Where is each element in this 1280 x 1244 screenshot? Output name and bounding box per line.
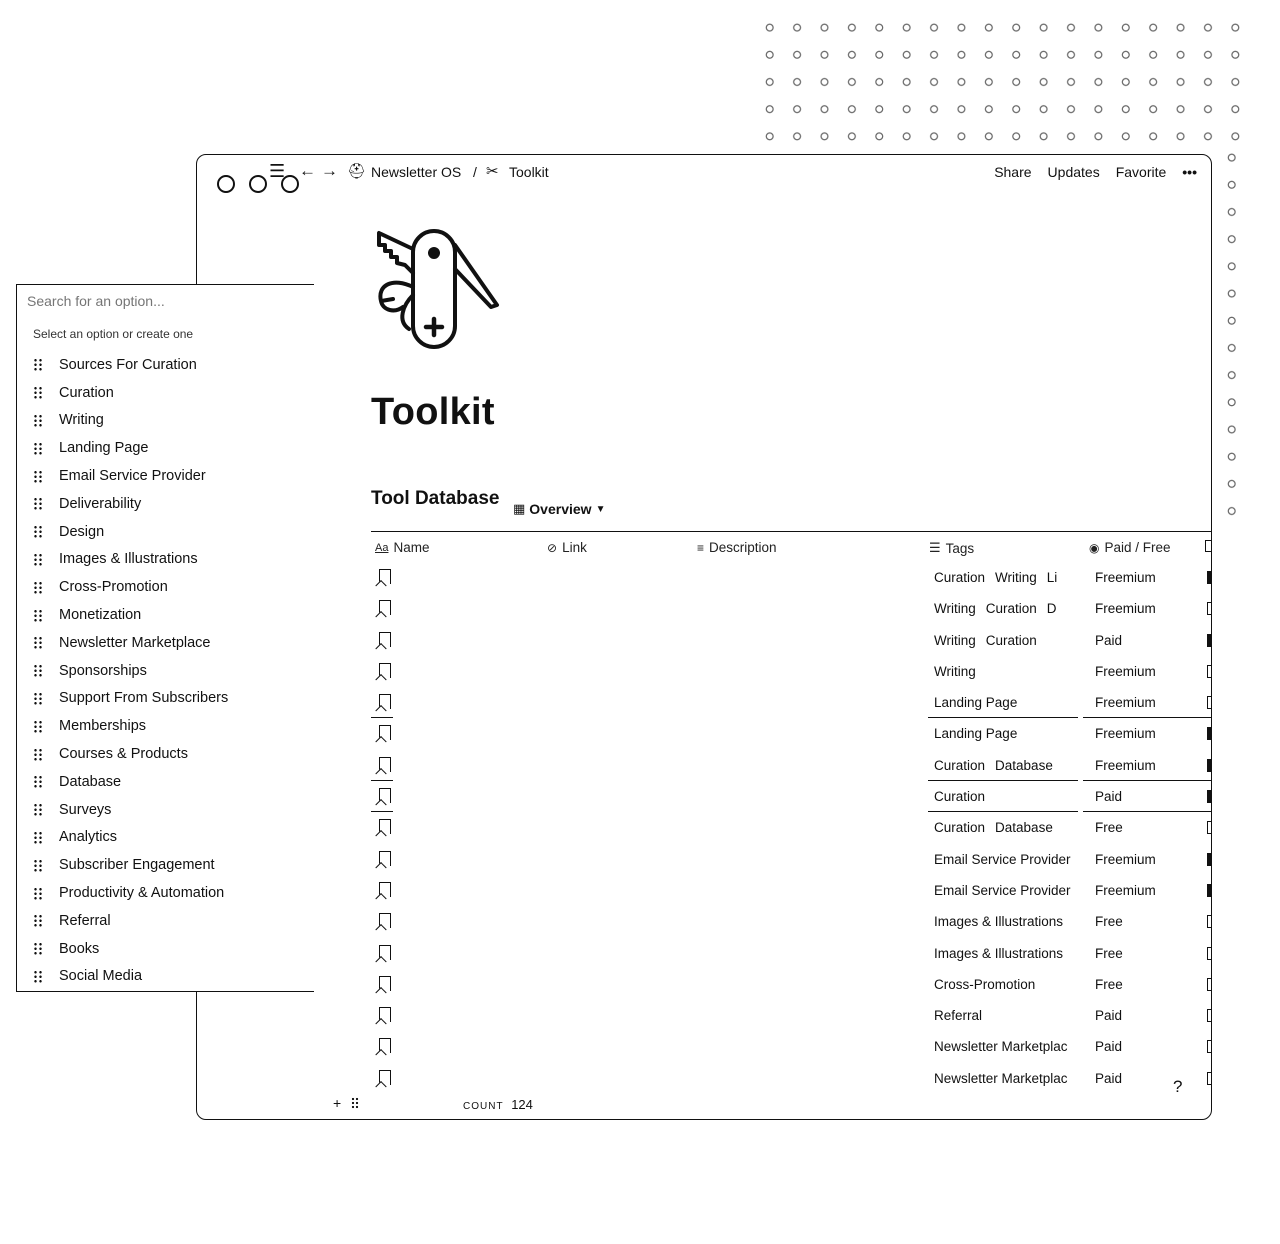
- option-item[interactable]: [17, 434, 314, 462]
- tags-cell[interactable]: [934, 820, 1082, 835]
- tag-chip: Database: [995, 820, 1053, 836]
- favorite-button[interactable]: Favorite: [1115, 164, 1167, 180]
- top-actions: [994, 164, 1197, 180]
- drag-handle-icon[interactable]: [33, 720, 43, 733]
- drag-handle-icon[interactable]: [33, 470, 43, 483]
- row-checkbox[interactable]: [1207, 978, 1212, 991]
- bookmark-icon: [379, 694, 391, 709]
- option-item[interactable]: [17, 601, 314, 629]
- table-row[interactable]: [371, 718, 1212, 749]
- table-row[interactable]: [371, 562, 1212, 593]
- database-title: Tool Database: [371, 488, 500, 509]
- bookmark-icon: [379, 851, 391, 866]
- list-icon: ☰: [929, 540, 941, 555]
- tags-cell[interactable]: [934, 1071, 1082, 1086]
- minimize-window-button[interactable]: [249, 175, 267, 193]
- row-checkbox[interactable]: [1207, 915, 1212, 928]
- table-row[interactable]: [371, 781, 1212, 812]
- drag-handle-icon[interactable]: [33, 664, 43, 677]
- more-options-icon[interactable]: •••: [1182, 164, 1197, 180]
- drag-handle-icon[interactable]: [33, 914, 43, 927]
- tag-chip: Images & Illustrations: [934, 945, 1064, 961]
- tag-chip: Email Service Provider: [934, 882, 1071, 898]
- tags-cell[interactable]: [934, 914, 1082, 929]
- drag-handle-icon[interactable]: [33, 748, 43, 761]
- option-label: Cross-Promotion: [59, 579, 168, 596]
- table-row[interactable]: [371, 1000, 1212, 1031]
- option-item[interactable]: [17, 546, 314, 574]
- bookmark-icon: [379, 976, 391, 991]
- bookmark-icon: [379, 819, 391, 834]
- tag-chip: Writing: [995, 570, 1037, 585]
- tag-chip: Curation: [934, 570, 986, 585]
- table-row[interactable]: [371, 969, 1212, 1000]
- table-header: [371, 532, 1212, 562]
- column-header-tags[interactable]: ☰ Tags: [929, 540, 975, 556]
- table-row[interactable]: [371, 812, 1212, 843]
- titlebar: [197, 155, 1211, 191]
- table-row[interactable]: [371, 750, 1212, 781]
- row-checkbox[interactable]: [1207, 821, 1212, 834]
- table-row[interactable]: [371, 938, 1212, 969]
- tag-chip: Images & Illustrations: [934, 914, 1064, 930]
- tag-chip: Curation: [934, 820, 986, 836]
- paid-free-cell[interactable]: Free: [1095, 945, 1123, 961]
- view-label: Overview: [529, 501, 592, 517]
- app-window: [196, 154, 1212, 1120]
- tag-chip: Curation: [985, 601, 1037, 617]
- bookmark-icon: [379, 788, 391, 803]
- option-label: Memberships: [59, 718, 147, 735]
- option-item[interactable]: [17, 657, 314, 685]
- table-row[interactable]: [371, 687, 1212, 718]
- drag-handle-icon[interactable]: [33, 775, 43, 788]
- option-label: Database: [59, 773, 122, 790]
- row-checkbox[interactable]: [1207, 1040, 1212, 1053]
- paid-free-cell[interactable]: Freemium: [1095, 882, 1156, 898]
- tags-cell[interactable]: [934, 601, 1082, 616]
- column-header-name[interactable]: Aa Name: [375, 540, 430, 555]
- option-item[interactable]: [17, 768, 314, 796]
- table-view-icon: ▦: [513, 501, 526, 516]
- paid-free-cell[interactable]: Free: [1095, 820, 1123, 836]
- option-search-input[interactable]: [27, 293, 297, 309]
- add-row-icon[interactable]: +: [333, 1095, 342, 1111]
- option-label: Curation: [59, 384, 114, 401]
- tag-chip: Curation: [934, 789, 986, 805]
- tags-cell[interactable]: [934, 758, 1082, 773]
- option-item[interactable]: [17, 490, 314, 518]
- tag-chip: Writing: [934, 601, 976, 617]
- paid-free-cell[interactable]: Freemium: [1095, 726, 1156, 742]
- paid-free-cell[interactable]: Paid: [1095, 1039, 1123, 1055]
- close-window-button[interactable]: [217, 175, 235, 193]
- option-item[interactable]: [17, 879, 314, 907]
- sidebar-menu-icon[interactable]: ☰: [269, 161, 286, 181]
- dropdown-hint: Select an option or create one: [33, 327, 194, 341]
- text-lines-icon: ≡: [697, 540, 705, 555]
- breadcrumb-separator: /: [473, 164, 477, 180]
- tag-chip: Referral: [934, 1008, 983, 1024]
- tags-cell[interactable]: [934, 1039, 1082, 1054]
- tag-chip: Writing: [934, 663, 976, 679]
- row-checkbox[interactable]: [1207, 696, 1212, 709]
- table-row[interactable]: [371, 906, 1212, 937]
- count-label: COUNT: [463, 1101, 504, 1112]
- paid-free-cell[interactable]: Paid: [1095, 1070, 1123, 1086]
- option-item[interactable]: [17, 573, 314, 601]
- tag-chip: Writing: [934, 632, 976, 648]
- tag-chip: Curation: [985, 632, 1037, 648]
- option-item[interactable]: [17, 462, 314, 490]
- option-list: [17, 351, 314, 990]
- bookmark-icon: [379, 882, 391, 897]
- drag-handle-icon[interactable]: [33, 942, 43, 955]
- row-checkbox[interactable]: [1207, 1072, 1212, 1085]
- bookmark-icon: [379, 1007, 391, 1022]
- row-checkbox[interactable]: [1207, 727, 1212, 740]
- option-label: Monetization: [59, 607, 142, 624]
- tag-chip: Database: [995, 757, 1053, 773]
- drag-handle-icon[interactable]: [33, 970, 43, 983]
- drag-handle-icon[interactable]: [351, 1097, 359, 1109]
- tag-chip: D: [1046, 601, 1057, 617]
- option-label: Sponsorships: [59, 662, 147, 679]
- option-item[interactable]: [17, 351, 314, 379]
- column-header-link[interactable]: ⊘ Link: [547, 540, 587, 555]
- share-button[interactable]: Share: [994, 164, 1032, 180]
- drag-handle-icon[interactable]: [33, 609, 43, 622]
- bookmark-icon: [379, 1070, 391, 1085]
- link-icon: ⊘: [547, 540, 558, 555]
- bookmark-icon: [379, 757, 391, 772]
- option-label: Writing: [59, 412, 104, 429]
- table-row[interactable]: [371, 1063, 1212, 1094]
- option-item[interactable]: [17, 518, 314, 546]
- drag-handle-icon[interactable]: [33, 442, 43, 455]
- paid-free-cell[interactable]: Freemium: [1095, 663, 1156, 679]
- option-item[interactable]: [17, 379, 314, 407]
- tags-cell[interactable]: [934, 1008, 1082, 1023]
- bookmark-icon: [379, 632, 391, 647]
- tags-cell[interactable]: [934, 852, 1082, 867]
- drag-handle-icon[interactable]: [33, 692, 43, 705]
- text-property-icon: Aa: [375, 541, 389, 554]
- table-row[interactable]: [371, 1031, 1212, 1062]
- option-label: Surveys: [59, 801, 112, 818]
- option-label: Deliverability: [59, 495, 142, 512]
- tag-chip: Landing Page: [934, 695, 1018, 711]
- paid-free-cell[interactable]: Free: [1095, 914, 1123, 930]
- table-body: [371, 562, 1212, 1094]
- option-label: Referral: [59, 912, 111, 929]
- table-row[interactable]: [371, 875, 1212, 906]
- row-checkbox[interactable]: [1207, 1009, 1212, 1022]
- drag-handle-icon[interactable]: [33, 803, 43, 816]
- checkbox-property-icon: [1205, 540, 1212, 552]
- breadcrumb-toolkit[interactable]: Toolkit: [509, 164, 549, 180]
- paid-free-cell[interactable]: Freemium: [1095, 851, 1156, 867]
- tag-chip: Email Service Provider: [934, 851, 1071, 867]
- row-checkbox[interactable]: [1207, 884, 1212, 897]
- table-row[interactable]: [371, 593, 1212, 624]
- table-row[interactable]: [371, 656, 1212, 687]
- tags-cell[interactable]: [934, 977, 1082, 992]
- option-label: Support From Subscribers: [59, 690, 229, 707]
- bookmark-icon: [379, 725, 391, 740]
- toolkit-page-icon: ✂: [486, 163, 499, 180]
- drag-handle-icon[interactable]: [33, 831, 43, 844]
- drag-handle-icon[interactable]: [33, 497, 43, 510]
- row-checkbox[interactable]: [1207, 853, 1212, 866]
- drag-handle-icon[interactable]: [33, 636, 43, 649]
- table-footer-controls: [333, 1095, 359, 1111]
- drag-handle-icon[interactable]: [33, 859, 43, 872]
- newsletter-page-icon: ⛑: [347, 163, 367, 180]
- select-circle-icon: ◉: [1089, 540, 1100, 555]
- option-label: Newsletter Marketplace: [59, 634, 211, 651]
- row-checkbox[interactable]: [1207, 665, 1212, 678]
- paid-free-cell[interactable]: Freemium: [1095, 757, 1156, 773]
- drag-handle-icon[interactable]: [33, 358, 43, 371]
- tag-chip: Curation: [934, 757, 986, 773]
- option-item[interactable]: [17, 963, 314, 991]
- paid-free-cell[interactable]: Paid: [1095, 1008, 1123, 1024]
- tags-cell[interactable]: [934, 633, 1082, 648]
- option-item[interactable]: [17, 935, 314, 963]
- count-value: 124: [511, 1097, 533, 1112]
- drag-handle-icon[interactable]: [33, 525, 43, 538]
- chevron-down-icon: ▼: [595, 503, 606, 515]
- option-item[interactable]: [17, 824, 314, 852]
- option-item[interactable]: [17, 685, 314, 713]
- paid-free-cell[interactable]: Freemium: [1095, 601, 1156, 617]
- dotted-background-pattern: [756, 14, 1246, 144]
- bookmark-icon: [379, 569, 391, 584]
- paid-free-cell[interactable]: Paid: [1095, 632, 1123, 648]
- row-checkbox[interactable]: [1207, 602, 1212, 615]
- option-label: Books: [59, 940, 100, 957]
- bookmark-icon: [379, 913, 391, 928]
- option-label: Email Service Provider: [59, 468, 206, 485]
- option-label: Sources For Curation: [59, 356, 197, 373]
- swiss-army-knife-icon[interactable]: [373, 225, 503, 355]
- option-label: Design: [59, 523, 105, 540]
- option-item[interactable]: [17, 796, 314, 824]
- back-arrow-icon[interactable]: ←: [299, 161, 316, 180]
- bookmark-icon: [379, 600, 391, 615]
- column-header-paid-free[interactable]: ◉ Paid / Free: [1089, 540, 1171, 555]
- option-item[interactable]: [17, 712, 314, 740]
- tags-cell[interactable]: [934, 570, 1082, 585]
- updates-button[interactable]: Updates: [1047, 164, 1100, 180]
- option-label: Images & Illustrations: [59, 551, 198, 568]
- option-item[interactable]: [17, 907, 314, 935]
- tags-cell[interactable]: [934, 726, 1082, 741]
- tag-chip: Landing Page: [934, 726, 1018, 742]
- row-checkbox[interactable]: [1207, 947, 1212, 960]
- dotted-background-column: [1218, 144, 1246, 529]
- tag-chip: Li: [1046, 570, 1058, 585]
- bookmark-icon: [379, 1038, 391, 1053]
- row-checkbox[interactable]: [1207, 790, 1212, 803]
- tag-chip: Newsletter Marketplac: [934, 1039, 1068, 1055]
- tags-cell[interactable]: [934, 946, 1082, 961]
- tag-option-dropdown: [16, 284, 314, 992]
- bookmark-icon: [379, 663, 391, 678]
- paid-free-cell[interactable]: Paid: [1095, 789, 1123, 805]
- tag-chip: Newsletter Marketplac: [934, 1070, 1068, 1086]
- row-count[interactable]: [463, 1097, 533, 1112]
- option-label: Courses & Products: [59, 746, 188, 763]
- option-label: Productivity & Automation: [59, 885, 225, 902]
- drag-handle-icon[interactable]: [33, 414, 43, 427]
- paid-free-cell[interactable]: Freemium: [1095, 695, 1156, 711]
- column-header-description[interactable]: ≡ Description: [697, 540, 777, 555]
- row-checkbox[interactable]: [1207, 571, 1212, 584]
- option-label: Landing Page: [59, 440, 149, 457]
- bookmark-icon: [379, 945, 391, 960]
- option-item[interactable]: [17, 851, 314, 879]
- option-item[interactable]: [17, 407, 314, 435]
- drag-handle-icon[interactable]: [33, 386, 43, 399]
- option-item[interactable]: [17, 629, 314, 657]
- view-selector[interactable]: [513, 501, 605, 517]
- tag-chip: Cross-Promotion: [934, 976, 1036, 992]
- tags-cell[interactable]: [934, 883, 1082, 898]
- breadcrumb-newsletter-os[interactable]: Newsletter OS: [371, 164, 462, 180]
- column-header-checkbox[interactable]: [1205, 540, 1212, 552]
- help-button[interactable]: ?: [1173, 1077, 1183, 1096]
- drag-handle-icon[interactable]: [33, 581, 43, 594]
- option-label: Analytics: [59, 829, 118, 846]
- option-label: Social Media: [59, 968, 143, 985]
- row-checkbox[interactable]: [1207, 759, 1212, 772]
- tags-cell[interactable]: [934, 695, 1082, 710]
- drag-handle-icon[interactable]: [33, 887, 43, 900]
- row-checkbox[interactable]: [1207, 634, 1212, 647]
- drag-handle-icon[interactable]: [33, 553, 43, 566]
- tool-database-table: [371, 531, 1212, 1094]
- tags-cell[interactable]: [934, 789, 1082, 804]
- table-row[interactable]: [371, 844, 1212, 875]
- paid-free-cell[interactable]: Free: [1095, 976, 1123, 992]
- table-row[interactable]: [371, 625, 1212, 656]
- forward-arrow-icon[interactable]: →: [321, 161, 338, 180]
- option-label: Subscriber Engagement: [59, 857, 215, 874]
- option-item[interactable]: [17, 740, 314, 768]
- tags-cell[interactable]: [934, 664, 1082, 679]
- paid-free-cell[interactable]: Freemium: [1095, 570, 1156, 585]
- page-title: Toolkit: [371, 391, 495, 433]
